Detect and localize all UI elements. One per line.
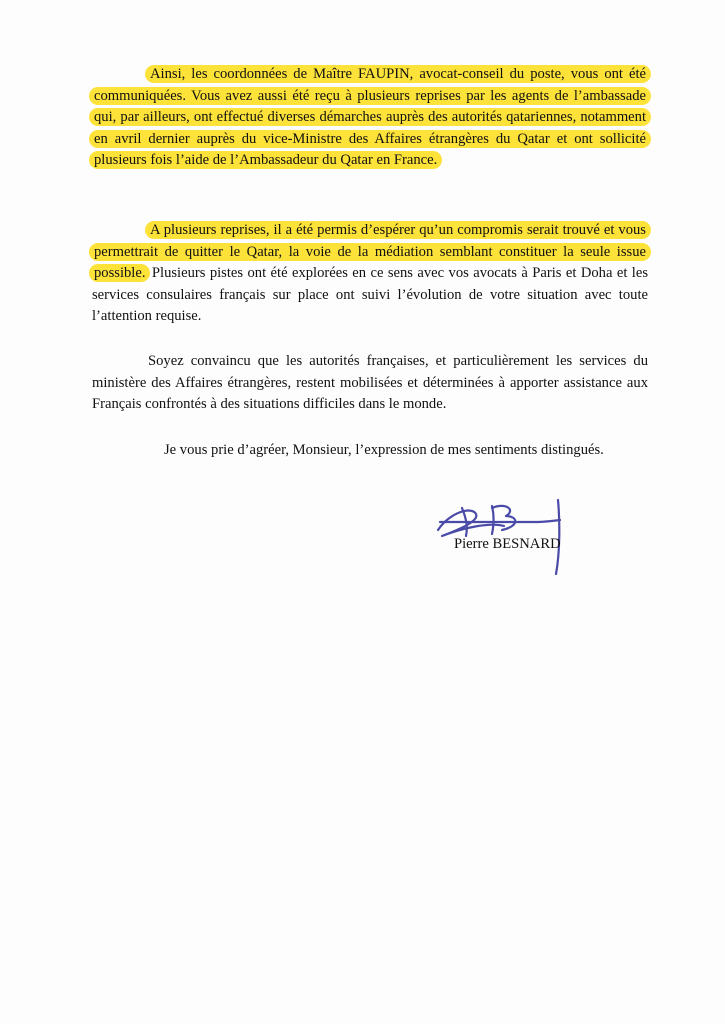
signature-block — [432, 492, 612, 592]
plain-text: Soyez convaincu que les autorités françaises, et particulièrement les services du ministère des Affaires étrangères, restent mobilisées et déterminées à apporter assistance aux Français confrontés à des situations difficiles dans le monde. — [92, 353, 648, 413]
paragraph-assurance — [92, 351, 648, 416]
plain-text: Je vous prie d’agréer, Monsieur, l’expression de mes sentiments distingués. — [164, 442, 604, 458]
paragraph-mediation — [92, 220, 648, 328]
highlighted-text: A plusieurs reprises, il a été permis d’espérer qu’un compromis serait trouvé et vous permettrait de quitter le Qatar, la voie de la médiation semblant constituer la seule issue possible. — [89, 221, 651, 282]
signer-name: Pierre BESNARD — [454, 536, 561, 552]
paragraph-lawyer-contact — [92, 64, 648, 172]
plain-text: Plusieurs pistes ont été explorées en ce sens avec vos avocats à Paris et Doha et les services consulaires français sur place ont suivi l’évolution de votre situation avec toute l’attention requise. — [92, 265, 648, 325]
highlighted-text: Ainsi, les coordonnées de Maître FAUPIN, avocat-conseil du poste, vous ont été communiquées. Vous avez aussi été reçu à plusieurs reprises par les agents de l’ambassade qui, par ailleurs, ont effectué diverses démarches auprès des autorités qatariennes, notamment en avril dernier auprès du vice-Ministre des Affaires étrangères du Qatar et ont sollicité plusieurs fois l’aide de l’Ambassadeur du Qatar en France. — [89, 65, 651, 169]
paragraph-closing — [92, 440, 648, 462]
